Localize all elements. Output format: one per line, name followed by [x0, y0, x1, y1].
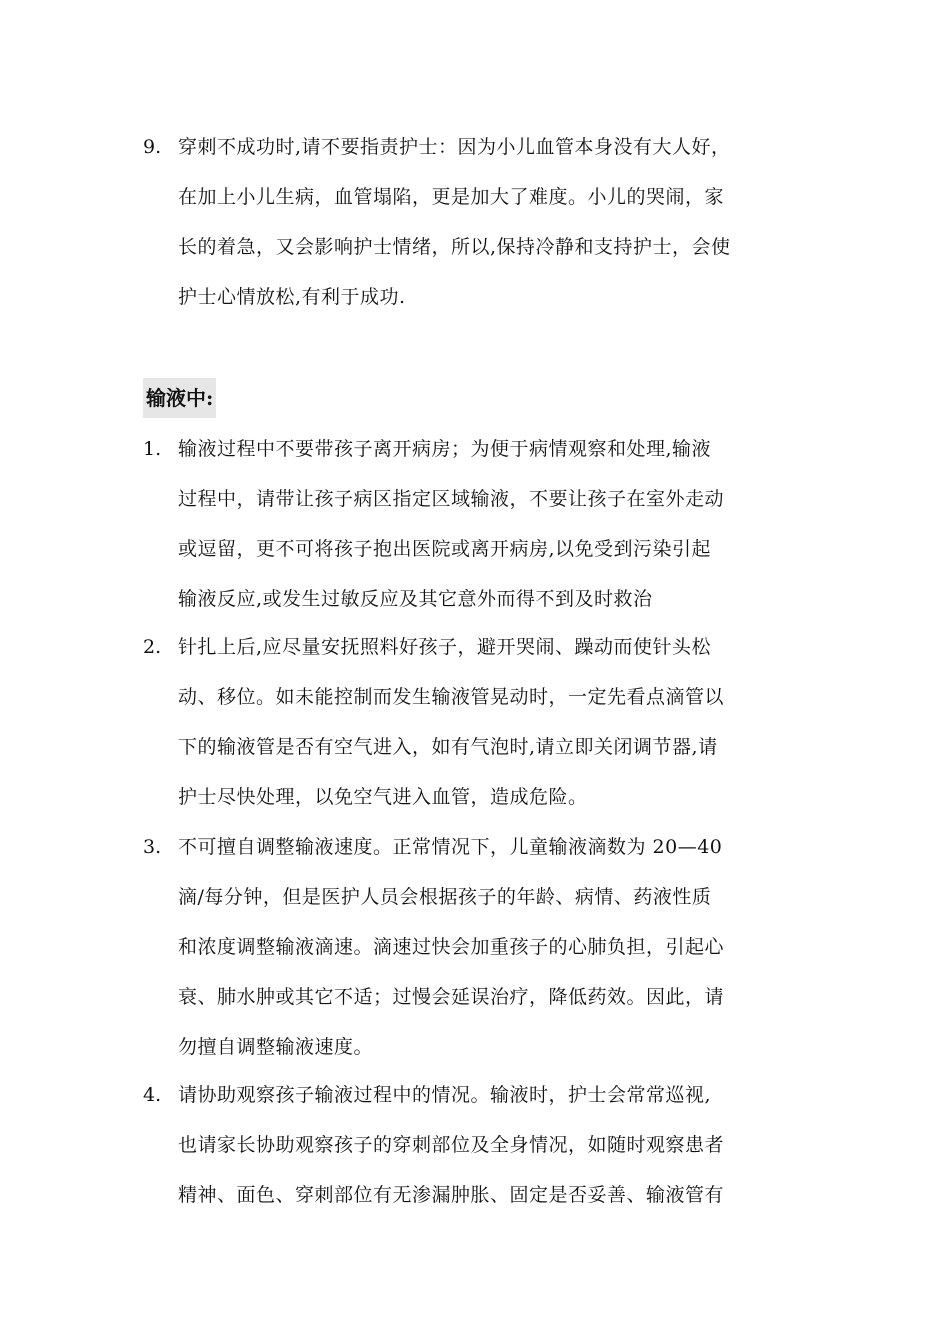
list-item	[143, 424, 813, 624]
list-item	[143, 622, 813, 822]
list-item-text	[178, 622, 813, 822]
list-item-text	[178, 424, 813, 624]
text-line: 衰、肺水肿或其它不适；过慢会延误治疗，降低药效。因此，请	[178, 986, 725, 1008]
text-line: 下的输液管是否有空气进入，如有气泡时,请立即关闭调节器,请	[178, 736, 718, 758]
list-item-number: 1.	[143, 438, 162, 460]
list-item-number: 2.	[143, 636, 162, 658]
text-line: 勿擅自调整输液速度。	[178, 1036, 374, 1058]
list-item-text	[178, 122, 813, 322]
list-item	[143, 822, 813, 1072]
section-heading: 输液中:	[143, 378, 216, 418]
list-item-number: 3.	[143, 836, 162, 858]
text-line: 输液反应,或发生过敏反应及其它意外而得不到及时救治	[178, 588, 653, 610]
text-line: 护士心情放松,有利于成功.	[178, 286, 406, 308]
text-line: 输液过程中不要带孩子离开病房；为便于病情观察和处理,输液	[178, 438, 712, 460]
list-item-number: 9.	[143, 136, 162, 158]
text-line: 精神、面色、穿刺部位有无渗漏肿胀、固定是否妥善、输液管有	[178, 1184, 725, 1206]
text-line: 和浓度调整输液滴速。滴速过快会加重孩子的心肺负担，引起心	[178, 936, 725, 958]
list-item-number: 4.	[143, 1084, 162, 1106]
text-line: 在加上小儿生病，血管塌陷，更是加大了难度。小儿的哭闹，家	[178, 186, 725, 208]
list-item-text	[178, 822, 813, 1072]
text-line: 长的着急，又会影响护士情绪，所以,保持冷静和支持护士，会使	[178, 236, 731, 258]
list-item-text	[178, 1070, 813, 1220]
text-line: 请协助观察孩子输液过程中的情况。输液时，护士会常常巡视,	[178, 1084, 712, 1106]
text-line: 不可擅自调整输液速度。正常情况下，儿童输液滴数为 20—40	[178, 836, 723, 858]
list-item	[143, 1070, 813, 1220]
text-line: 或逗留，更不可将孩子抱出医院或离开病房,以免受到污染引起	[178, 538, 712, 560]
list-item	[143, 122, 813, 322]
text-line: 滴/每分钟，但是医护人员会根据孩子的年龄、病情、药液性质	[178, 886, 712, 908]
text-line: 穿刺不成功时,请不要指责护士：因为小儿血管本身没有大人好，	[178, 136, 731, 158]
text-line: 针扎上后,应尽量安抚照料好孩子，避开哭闹、躁动而使针头松	[178, 636, 712, 658]
text-line: 过程中，请带让孩子病区指定区域输液，不要让孩子在室外走动	[178, 488, 725, 510]
text-line: 护士尽快处理，以免空气进入血管，造成危险。	[178, 786, 588, 808]
text-line: 动、移位。如未能控制而发生输液管晃动时，一定先看点滴管以	[178, 686, 725, 708]
text-line: 也请家长协助观察孩子的穿刺部位及全身情况，如随时观察患者	[178, 1134, 725, 1156]
